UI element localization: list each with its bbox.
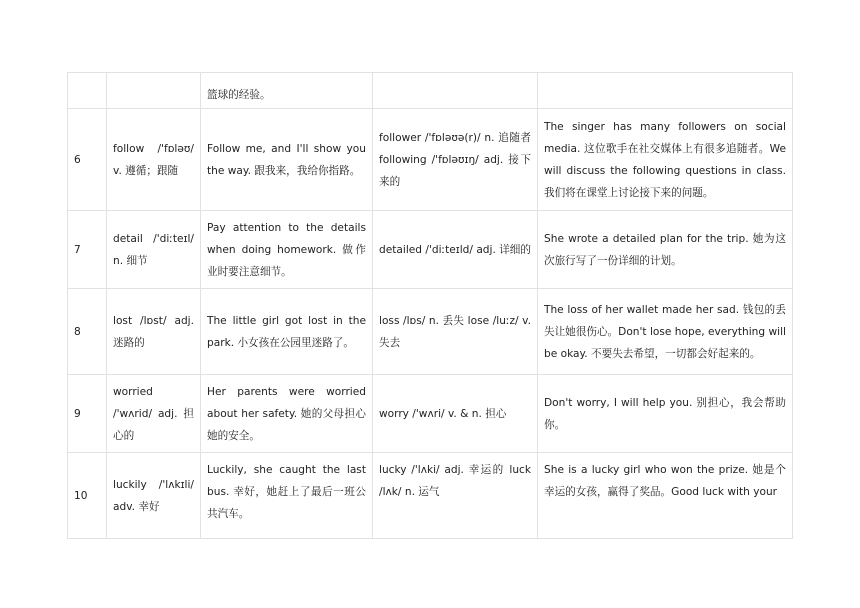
table-row	[68, 109, 793, 211]
word-cell: worried /'wʌrid/ adj. 担心的	[107, 375, 201, 453]
table-row	[68, 375, 793, 453]
row-number: 8	[68, 289, 107, 375]
related-words-cell: follower /'fɒləʊə(r)/ n. 追随者 following /'fɒləʊɪŋ/ adj. 接下来的	[373, 109, 538, 211]
related-words-cell	[373, 453, 538, 539]
table-row	[68, 211, 793, 289]
example-cell: Her parents were worried about her safety. 她的父母担心她的安全。	[201, 375, 373, 453]
word-cell: lost /lɒst/ adj. 迷路的	[107, 289, 201, 375]
related-words-cell	[373, 73, 538, 109]
example-cell: The little girl got lost in the park. 小女孩在公园里迷路了。	[201, 289, 373, 375]
related-words-cell: detailed /'diːteɪld/ adj. 详细的	[373, 211, 538, 289]
sentences-cell	[538, 73, 793, 109]
sentences-cell: The loss of her wallet made her sad. 钱包的丢失让她很伤心。Don't lose hope, everything will be okay. 不要失去希望，一切都会好起来的。	[538, 289, 793, 375]
vocabulary-table	[67, 72, 793, 539]
related-words-cell: loss /lɒs/ n. 丢失 lose /luːz/ v. 失去	[373, 289, 538, 375]
word-cell: luckily /'lʌkɪli/ adv. 幸好	[107, 453, 201, 539]
example-text: Luckily, she caught the last bus. 幸好，她赶上了最后一班公共汽车。	[207, 464, 366, 520]
row-number: 10	[68, 453, 107, 539]
related-words-cell: worry /'wʌri/ v. & n. 担心	[373, 375, 538, 453]
example-cell: Follow me, and I'll show you the way. 跟我来，我给你指路。	[201, 109, 373, 211]
table-row	[68, 289, 793, 375]
sentences-cell: Don't worry, I will help you. 别担心，我会帮助你。	[538, 375, 793, 453]
sentences-text: She is a lucky girl who won the prize. 她是个幸运的女孩，赢得了奖品。Good luck with your	[544, 464, 786, 498]
sentences-cell	[538, 453, 793, 539]
example-cell: 篮球的经验。	[201, 73, 373, 109]
word-cell: detail /'diːteɪl/ n. 细节	[107, 211, 201, 289]
example-cell: Pay attention to the details when doing homework. 做作业时要注意细节。	[201, 211, 373, 289]
related-words-text: lucky /'lʌki/ adj. 幸运的 luck /lʌk/ n. 运气	[379, 464, 531, 498]
table-row	[68, 73, 793, 109]
sentences-cell: The singer has many followers on social media. 这位歌手在社交媒体上有很多追随者。We will discuss the following questions in class. 我们将在课堂上讨论接下来的问题。	[538, 109, 793, 211]
row-number: 7	[68, 211, 107, 289]
row-number: 6	[68, 109, 107, 211]
word-cell	[107, 73, 201, 109]
row-number: 9	[68, 375, 107, 453]
sentences-cell: She wrote a detailed plan for the trip. 她为这次旅行写了一份详细的计划。	[538, 211, 793, 289]
word-cell: follow /'fɒləʊ/ v. 遵循；跟随	[107, 109, 201, 211]
row-number	[68, 73, 107, 109]
table-row	[68, 453, 793, 539]
example-cell	[201, 453, 373, 539]
